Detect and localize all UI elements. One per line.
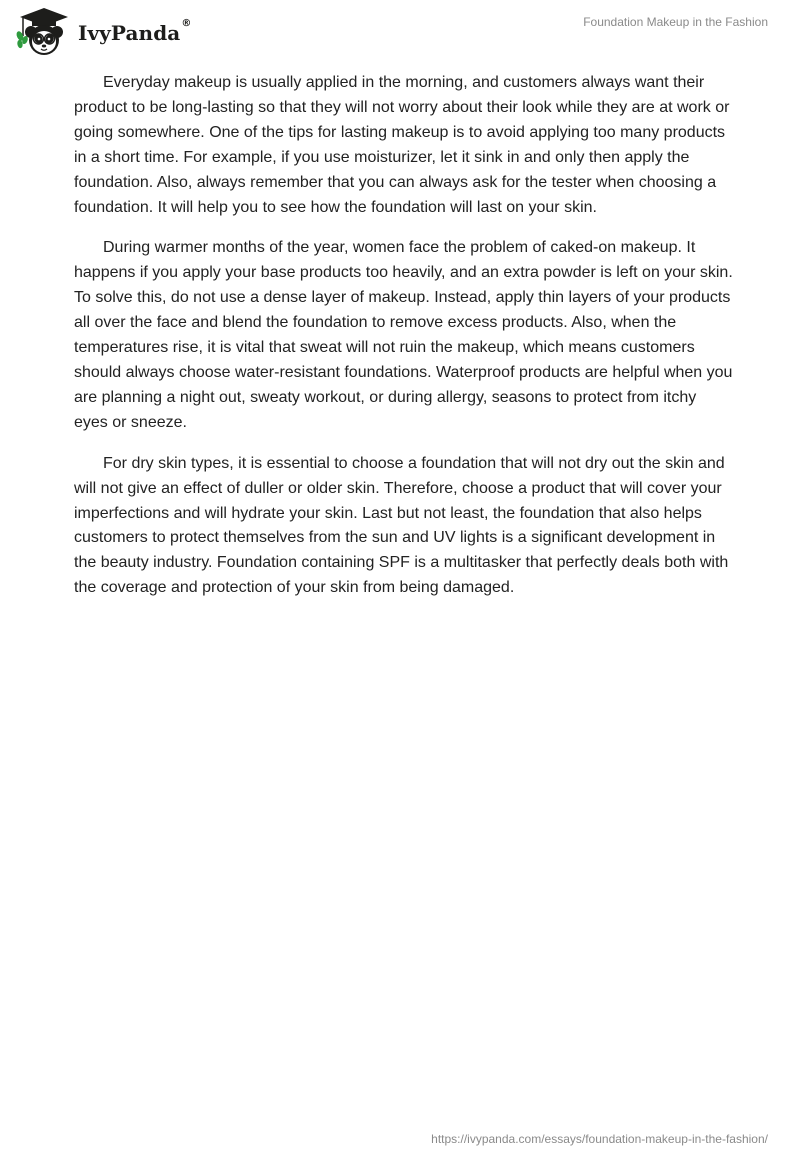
ivypanda-logo[interactable] (14, 6, 191, 58)
registered-mark: ® (181, 17, 192, 29)
brand-name: IvyPanda (78, 21, 181, 45)
page-header (0, 0, 800, 62)
source-url[interactable]: https://ivypanda.com/essays/foundation-makeup-in-the-fashion/ (431, 1132, 768, 1146)
paragraph: During warmer months of the year, women face the problem of caked-on makeup. It happens if you apply your base products too heavily, and an extra powder is left on your skin. To solve this, do not use a dense layer of makeup. Instead, apply thin layers of your products all over the face and blend the foundation to remove excess products. Also, when the temperatures rise, it is vital that sweat will not ruin the makeup, which means customers should always choose water-resistant foundations. Waterproof products are helpful when you are planning a night out, sweaty workout, or during allergy, seasons to protect from itchy eyes or sneeze. (74, 239, 733, 431)
paragraph: For dry skin types, it is essential to choose a foundation that will not dry out the skin and will not give an effect of duller or older skin. Therefore, choose a product that will cover your imperfections and will hydrate your skin. Last but not least, the foundation that also helps customers to protect themselves from the sun and UV lights is a significant development in the beauty industry. Foundation containing SPF is a multitasker that perfectly deals both with the coverage and protection of your skin from being damaged. (74, 454, 729, 597)
panda-logo-icon (14, 6, 74, 58)
paragraph: Everyday makeup is usually applied in the morning, and customers always want their product to be long-lasting so that they will not worry about their look while they are at work or going somewhere. One of the tips for lasting makeup is to avoid applying too many products in a short time. For example, if you use moisturizer, let it sink in and only then apply the foundation. Also, always remember that you can always ask for the tester when choosing a foundation. It will help you to see how the foundation will last on your skin. (74, 74, 730, 216)
essay-body (74, 71, 734, 617)
document-title: Foundation Makeup in the Fashion (583, 15, 768, 29)
